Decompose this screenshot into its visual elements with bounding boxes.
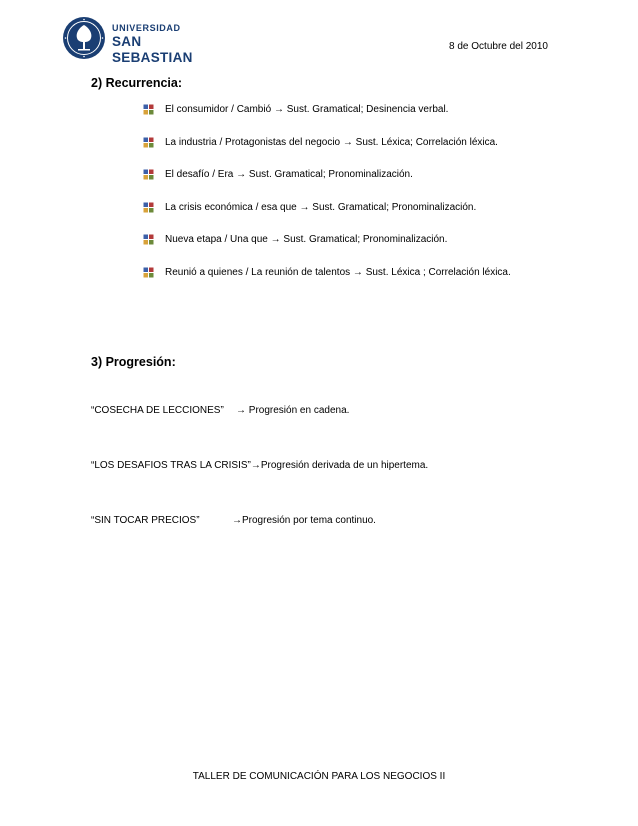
arrow-icon: → [236, 405, 246, 416]
progression-quote: “COSECHA DE LECCIONES” [91, 405, 224, 416]
item-lhs: La crisis económica / esa que [165, 201, 300, 213]
progression-quote: “SIN TOCAR PRECIOS” [91, 515, 200, 526]
bullet-icon [143, 137, 154, 148]
progression-item [91, 460, 428, 471]
item-lhs: La industria / Protagonistas del negocio [165, 136, 343, 148]
list-item [143, 201, 511, 234]
progression-quote: “LOS DESAFIOS TRAS LA CRISIS” [91, 460, 251, 471]
document-date: 8 de Octubre del 2010 [449, 41, 548, 52]
bullet-icon [143, 234, 154, 245]
arrow-icon: → [236, 169, 247, 181]
list-item [143, 103, 511, 136]
item-rhs: Sust. Gramatical; Desinencia verbal. [283, 104, 449, 115]
arrow-icon: → [273, 104, 284, 115]
progression-item [91, 405, 350, 416]
list-item [143, 168, 511, 201]
item-rhs: Sust. Léxica ; Correlación léxica. [362, 266, 511, 278]
arrow-icon: → [250, 460, 261, 471]
logo-line-1: UNIVERSIDAD [112, 23, 181, 33]
list-item [143, 136, 511, 169]
logo-wordmark [112, 23, 212, 66]
bullet-icon [143, 267, 154, 278]
progression-result: →Progresión por tema continuo. [232, 515, 376, 526]
item-rhs: Sust. Gramatical; Pronominalización. [309, 201, 477, 213]
logo-line-2: SAN SEBASTIAN [112, 34, 193, 65]
list-item [143, 233, 511, 266]
bullet-icon [143, 169, 154, 180]
item-rhs: Sust. Gramatical; Pronominalización. [280, 234, 448, 246]
item-rhs: Sust. Gramatical; Pronominalización. [246, 169, 413, 181]
bullet-icon [143, 104, 154, 115]
arrow-icon: → [232, 515, 242, 526]
university-seal-icon [62, 16, 106, 60]
section-title-progresion: 3) Progresión: [91, 355, 176, 369]
item-lhs: Reunió a quienes / La reunión de talentos [165, 266, 353, 278]
arrow-icon: → [299, 201, 310, 213]
progression-result: Progresión derivada de un hipertema. [260, 460, 429, 471]
item-rhs: Sust. Léxica; Correlación léxica. [352, 136, 498, 148]
progression-result: → Progresión en cadena. [236, 405, 350, 416]
item-lhs: El consumidor / Cambió [165, 104, 274, 115]
item-lhs: El desafío / Era [165, 169, 237, 181]
item-lhs: Nueva etapa / Una que [165, 234, 271, 246]
list-item [143, 266, 511, 299]
section-title-recurrencia: 2) Recurrencia: [91, 76, 183, 90]
arrow-icon: → [342, 136, 353, 148]
university-logo [62, 16, 212, 65]
page-footer: TALLER DE COMUNICACIÓN PARA LOS NEGOCIOS II [192, 771, 446, 782]
recurrence-list [143, 103, 511, 299]
arrow-icon: → [270, 234, 281, 246]
progression-item [91, 515, 376, 526]
bullet-icon [143, 202, 154, 213]
arrow-icon: → [352, 266, 363, 278]
